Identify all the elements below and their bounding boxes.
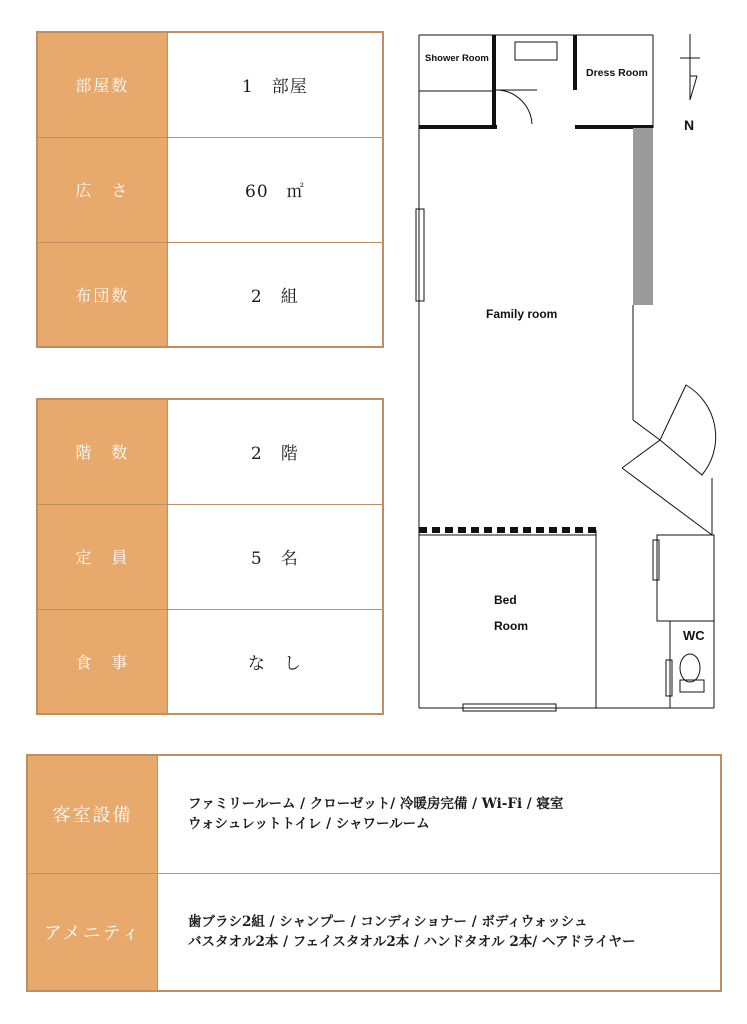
equipment-line-1: ファミリールーム / クローゼット/ 冷暖房完備 / Wi-Fi / 寝室	[188, 796, 564, 813]
spec-row-floor	[37, 399, 383, 504]
spec-value: な し	[167, 609, 383, 714]
equipment-table	[26, 754, 722, 992]
equipment-row	[27, 755, 721, 873]
amenity-line-2: バスタオル2本 / フェイスタオル2本 / ハンドタオル 2本/ ヘアドライヤー	[188, 933, 636, 950]
equipment-value	[158, 755, 722, 873]
amenity-value	[158, 873, 722, 991]
spec-row-rooms	[37, 32, 383, 137]
bed-room-label-1: Bed	[494, 593, 517, 607]
spec-label: 階 数	[37, 399, 167, 504]
spec-value: 60 ㎡	[167, 137, 383, 242]
floor-spec-table	[36, 398, 384, 715]
spec-value: 5 名	[167, 504, 383, 609]
bed-room-label-2: Room	[494, 619, 528, 633]
room-spec-table	[36, 31, 384, 348]
amenity-row	[27, 873, 721, 991]
spec-row-futon	[37, 242, 383, 347]
spec-label: 定 員	[37, 504, 167, 609]
spec-label: 部屋数	[37, 32, 167, 137]
amenity-line-1: 歯ブラシ2組 / シャンプー / コンディショナー / ボディウォッシュ	[188, 913, 588, 930]
spec-row-area	[37, 137, 383, 242]
wc-label: WC	[683, 628, 705, 643]
floor-plan	[410, 28, 720, 718]
spec-row-capacity	[37, 504, 383, 609]
spec-label: 広 さ	[37, 137, 167, 242]
equipment-line-2: ウォシュレットトイレ / シャワールーム	[188, 816, 430, 833]
spec-label: 布団数	[37, 242, 167, 347]
spec-label: 食 事	[37, 609, 167, 714]
family-room-label: Family room	[486, 307, 558, 321]
spec-row-meals	[37, 609, 383, 714]
amenity-label: アメニティ	[27, 873, 158, 991]
spec-value: 2 階	[167, 399, 383, 504]
north-label: N	[684, 117, 695, 133]
spec-value: 1 部屋	[167, 32, 383, 137]
spec-value: 2 組	[167, 242, 383, 347]
equipment-label: 客室設備	[27, 755, 158, 873]
dress-room-label: Dress Room	[586, 67, 648, 79]
shower-room-label: Shower Room	[425, 53, 489, 64]
